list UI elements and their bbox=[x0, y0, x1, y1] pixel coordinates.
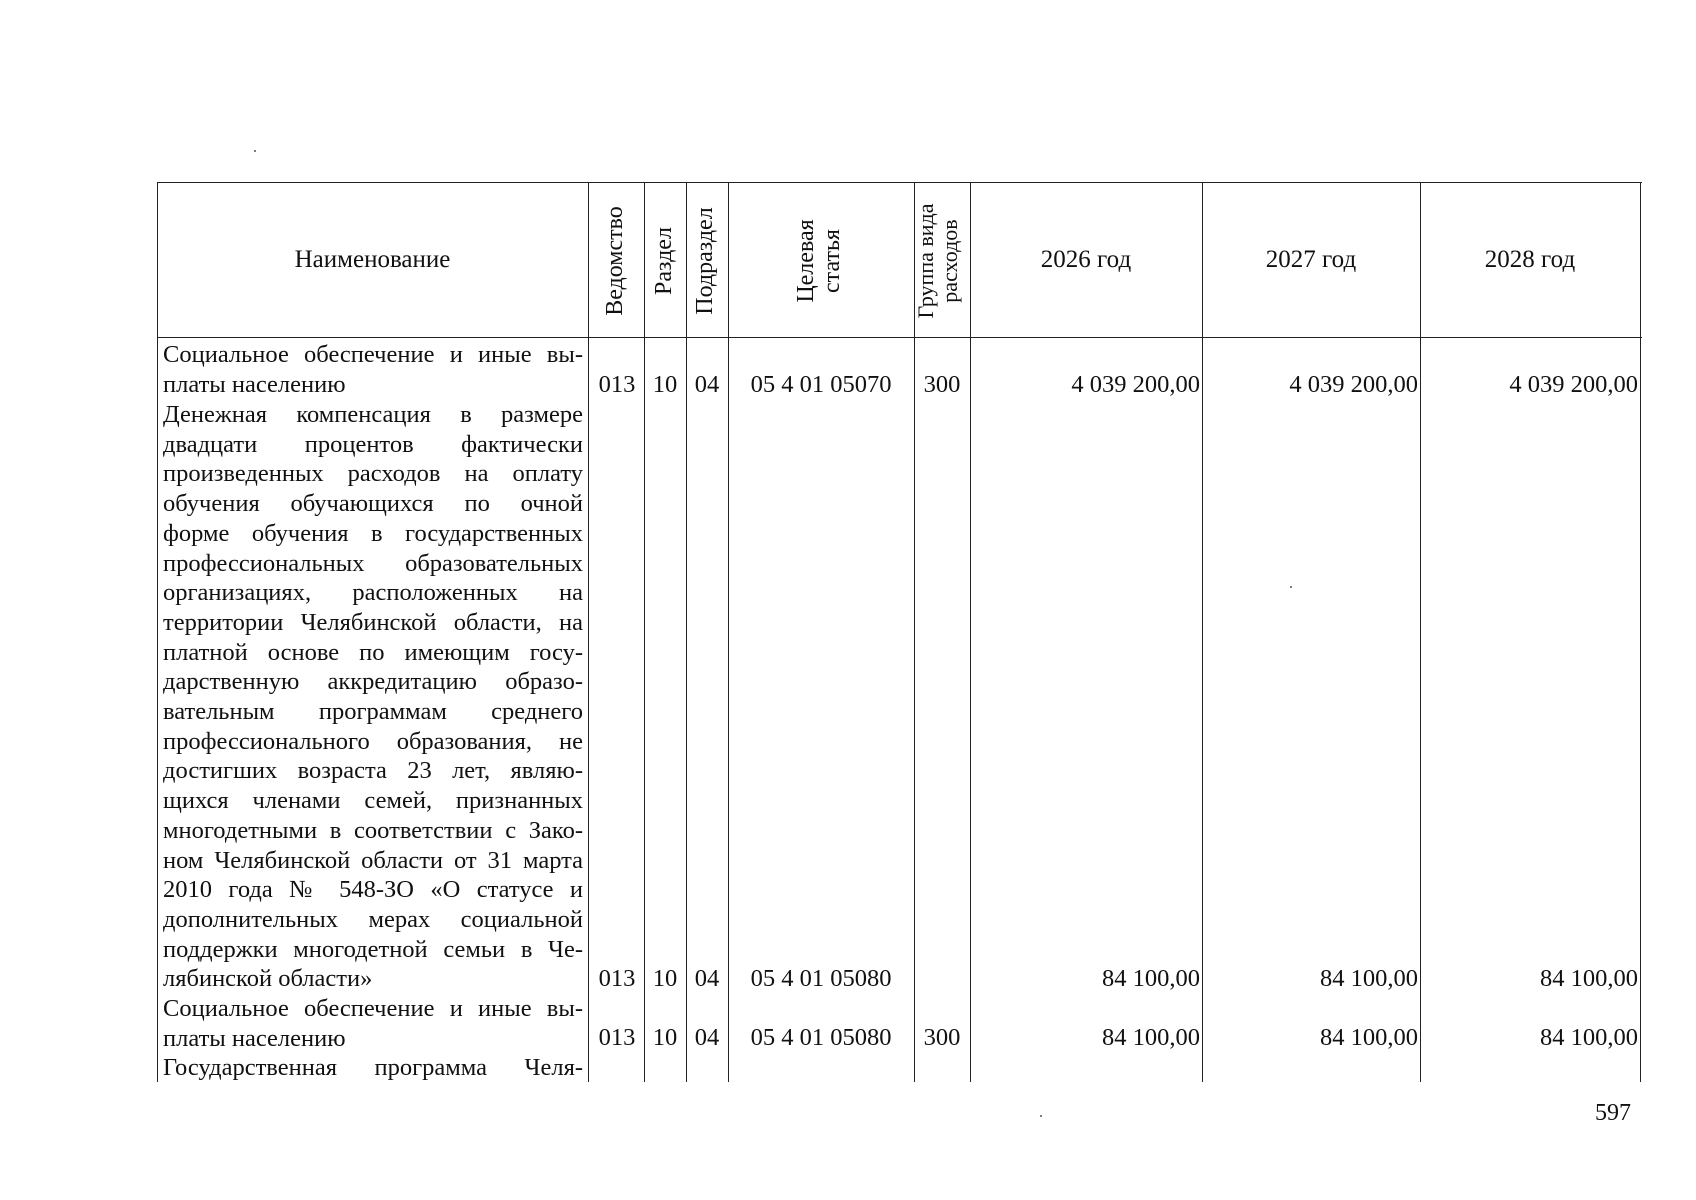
row-1-podrazdel: 04 bbox=[694, 371, 720, 398]
row-2-name-line: дополнительных мерах социальной bbox=[163, 905, 583, 933]
row-2-name-line: многодетными в соответствии с Зако- bbox=[163, 816, 583, 844]
col-border-pod bbox=[728, 182, 729, 1082]
row-2-vedomstvo: 013 bbox=[598, 965, 636, 992]
row-3-name-line: платы населению bbox=[163, 1024, 346, 1052]
row-2-celevaya: 05 4 01 05080 bbox=[750, 965, 892, 992]
row-1-name-line: Социальное обеспечение и иные вы- bbox=[163, 341, 583, 368]
row-3-name bbox=[163, 994, 583, 1053]
row-1-2027: 4 039 200,00 bbox=[1289, 371, 1418, 398]
row-3-2026: 84 100,00 bbox=[1102, 1024, 1200, 1051]
row-3-gruppa: 300 bbox=[923, 1024, 961, 1051]
header-celevaya-line1: Целевая bbox=[793, 219, 819, 303]
row-2-name-line: профессионального образования, не bbox=[163, 727, 583, 755]
row-2-2026: 84 100,00 bbox=[1102, 965, 1200, 992]
scan-speck bbox=[1290, 586, 1292, 588]
row-2-name-line: организациях, расположенных на bbox=[163, 579, 583, 607]
row-2-name-line: платной основе по имеющим госу- bbox=[163, 638, 583, 666]
row-2-name-line: профессиональных образовательных bbox=[163, 549, 583, 577]
col-border-ved bbox=[644, 182, 645, 1082]
row-2-name-line: Денежная компенсация в размере bbox=[163, 401, 583, 428]
row-4-name bbox=[163, 1053, 583, 1083]
scan-speck bbox=[254, 150, 256, 152]
header-2026-label: 2026 год bbox=[1040, 245, 1132, 273]
row-2-name-line: дарственную аккредитацию образо- bbox=[163, 668, 583, 696]
row-1-2028: 4 039 200,00 bbox=[1509, 371, 1638, 398]
header-vedomstvo: Ведомство bbox=[602, 206, 628, 316]
col-border-name bbox=[588, 182, 589, 1082]
row-1-razdel: 10 bbox=[652, 371, 678, 398]
row-3-2027: 84 100,00 bbox=[1320, 1024, 1418, 1051]
row-2-name bbox=[163, 400, 583, 994]
header-gruppa bbox=[914, 186, 970, 336]
header-gruppa-line1: Группа вида bbox=[913, 203, 938, 319]
row-2-razdel: 10 bbox=[652, 965, 678, 992]
row-2-name-line: 2010 года № 548-ЗО «О статусе и bbox=[163, 876, 583, 904]
page-number: 597 bbox=[1595, 1100, 1631, 1126]
row-1-name-line: платы населению bbox=[163, 370, 346, 398]
row-2-name-line: ном Челябинской области от 31 марта bbox=[163, 846, 583, 874]
col-border-raz bbox=[686, 182, 687, 1082]
row-1-vedomstvo: 013 bbox=[598, 371, 636, 398]
row-3-celevaya: 05 4 01 05080 bbox=[750, 1024, 892, 1051]
header-2028 bbox=[1420, 182, 1640, 337]
header-2027 bbox=[1202, 182, 1420, 337]
col-border-right bbox=[1640, 182, 1641, 1082]
row-2-name-line: достигших возраста 23 лет, являю- bbox=[163, 757, 583, 785]
row-2-name-line: обучения обучающихся по очной bbox=[163, 490, 583, 518]
row-2-name-line: форме обучения в государственных bbox=[163, 519, 583, 547]
scan-speck bbox=[1040, 1115, 1042, 1117]
row-3-2028: 84 100,00 bbox=[1540, 1024, 1638, 1051]
row-2-name-line: произведенных расходов на оплату bbox=[163, 460, 583, 488]
row-2-2028: 84 100,00 bbox=[1540, 965, 1638, 992]
row-3-podrazdel: 04 bbox=[694, 1024, 720, 1051]
row-3-razdel: 10 bbox=[652, 1024, 678, 1051]
row-1-2026: 4 039 200,00 bbox=[1071, 371, 1200, 398]
header-name-label: Наименование bbox=[294, 245, 451, 273]
row-2-name-line: лябинской области» bbox=[163, 965, 373, 993]
header-name bbox=[157, 182, 588, 337]
header-2026 bbox=[970, 182, 1202, 337]
row-3-vedomstvo: 013 bbox=[598, 1024, 636, 1051]
row-2-name-line: двадцати процентов фактически bbox=[163, 430, 583, 458]
header-razdel: Раздел bbox=[651, 227, 677, 295]
header-2027-label: 2027 год bbox=[1265, 245, 1357, 273]
row-2-2027: 84 100,00 bbox=[1320, 965, 1418, 992]
row-3-name-line: Социальное обеспечение и иные вы- bbox=[163, 995, 583, 1022]
row-1-gruppa: 300 bbox=[923, 371, 961, 398]
row-2-name-line: вательным программам среднего bbox=[163, 698, 583, 726]
row-2-name-line: территории Челябинской области, на bbox=[163, 608, 583, 636]
row-1-name bbox=[163, 340, 583, 399]
header-podrazdel: Подраздел bbox=[692, 207, 718, 315]
header-gruppa-line2: расходов bbox=[937, 219, 963, 303]
row-2-podrazdel: 04 bbox=[694, 965, 720, 992]
row-1-celevaya: 05 4 01 05070 bbox=[750, 371, 892, 398]
header-celevaya-line2: статья bbox=[819, 229, 846, 293]
row-2-name-line: щихся членами семей, признанных bbox=[163, 787, 583, 815]
row-4-name-line: Государственная программа Челя- bbox=[163, 1054, 583, 1081]
header-celevaya bbox=[793, 201, 849, 321]
row-2-name-line: поддержки многодетной семьи в Че- bbox=[163, 935, 583, 963]
header-2028-label: 2028 год bbox=[1484, 245, 1576, 273]
